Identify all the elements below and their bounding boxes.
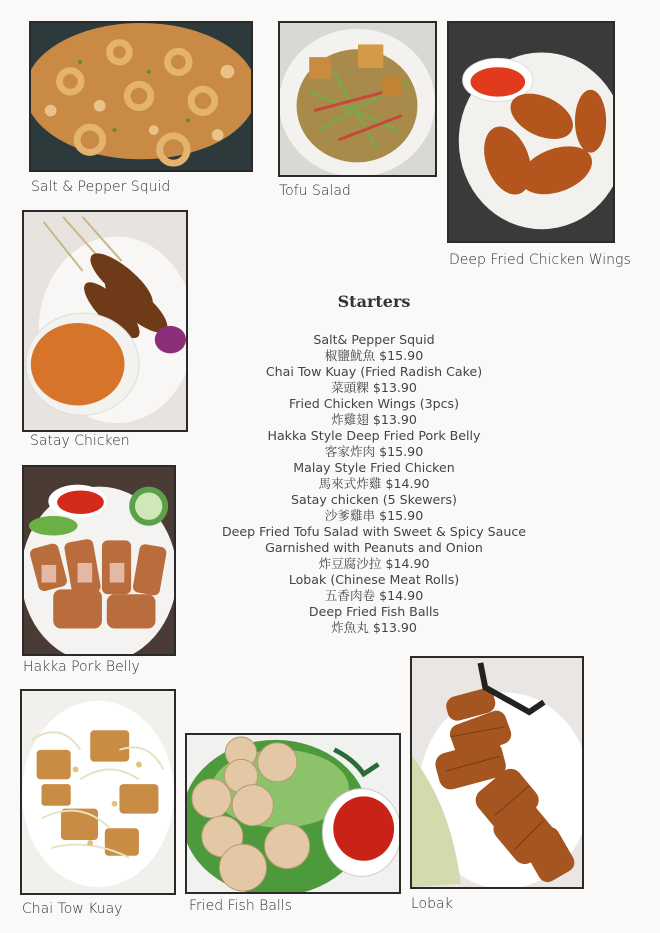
caption-deep-fried-chicken-wings: Deep Fried Chicken Wings: [449, 252, 631, 268]
menu-list: [0, 332, 660, 636]
menu-line: Deep Fried Tofu Salad with Sweet & Spicy Sauce: [221, 524, 527, 539]
caption-hakka-pork-belly: Hakka Pork Belly: [23, 659, 140, 675]
section-title: Starters: [337, 292, 411, 311]
menu-line: Fried Chicken Wings (3pcs): [288, 396, 460, 411]
photo-salt-pepper-squid: [29, 21, 253, 172]
menu-line: Lobak (Chinese Meat Rolls): [288, 572, 460, 587]
menu-line: 椒鹽魷魚 $15.90: [324, 348, 424, 363]
menu-line: 客家炸肉 $15.90: [324, 444, 424, 459]
photo-tofu-salad: [278, 21, 437, 177]
menu-line: 炸魚丸 $13.90: [331, 620, 417, 635]
menu-line: Garnished with Peanuts and Onion: [265, 540, 483, 555]
menu-line: 馬來式炸雞 $14.90: [318, 476, 430, 491]
menu-line: Chai Tow Kuay (Fried Radish Cake): [265, 364, 483, 379]
menu-line: Malay Style Fried Chicken: [293, 460, 455, 475]
menu-line: 炸豆腐沙拉 $14.90: [318, 556, 430, 571]
photo-fried-fish-balls: [185, 733, 401, 894]
photo-chai-tow-kuay: [20, 689, 176, 895]
caption-satay-chicken: Satay Chicken: [30, 433, 130, 449]
caption-fried-fish-balls: Fried Fish Balls: [189, 898, 292, 914]
caption-lobak: Lobak: [411, 896, 453, 912]
caption-chai-tow-kuay: Chai Tow Kuay: [22, 901, 123, 917]
menu-line: 炸雞翅 $13.90: [331, 412, 417, 427]
caption-tofu-salad: Tofu Salad: [279, 183, 351, 199]
menu-line: 五香肉卷 $14.90: [324, 588, 424, 603]
photo-deep-fried-chicken-wings: [447, 21, 615, 243]
menu-line: Satay chicken (5 Skewers): [291, 492, 457, 507]
menu-line: 菜頭粿 $13.90: [331, 380, 417, 395]
menu-line: 沙爹雞串 $15.90: [324, 508, 424, 523]
menu-line: Hakka Style Deep Fried Pork Belly: [267, 428, 481, 443]
menu-line: Salt& Pepper Squid: [313, 332, 435, 347]
caption-salt-pepper-squid: Salt & Pepper Squid: [31, 179, 171, 195]
photo-lobak: [410, 656, 584, 889]
menu-line: Deep Fried Fish Balls: [308, 604, 440, 619]
